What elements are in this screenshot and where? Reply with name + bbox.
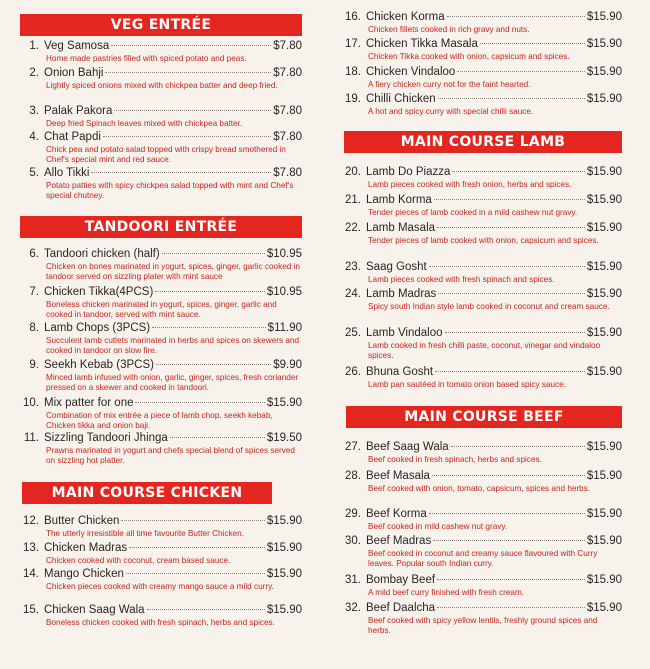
item-name: Lamb Vindaloo bbox=[366, 327, 443, 339]
item-number: 8. bbox=[29, 322, 39, 334]
item-name: Mango Chicken bbox=[44, 568, 124, 580]
menu-item bbox=[20, 515, 302, 539]
item-number: 13. bbox=[23, 542, 39, 554]
item-name: Lamb Madras bbox=[366, 288, 437, 300]
item-number: 4. bbox=[29, 131, 39, 143]
item-price: $15.90 bbox=[586, 93, 622, 105]
menu-item bbox=[342, 366, 622, 390]
item-name: Lamb Masala bbox=[366, 222, 436, 234]
item-price: $15.90 bbox=[266, 604, 302, 616]
menu-item bbox=[342, 327, 622, 361]
menu-item bbox=[342, 194, 622, 218]
menu-item bbox=[342, 508, 622, 532]
item-description: Beef cooked with spicy yellow lentils, freshly ground spices and herbs. bbox=[368, 616, 598, 635]
item-name: Palak Pakora bbox=[44, 105, 113, 117]
item-name: Tandoori chicken (half) bbox=[44, 248, 160, 260]
dot-leader bbox=[152, 327, 266, 328]
item-description: Spicy south Indian style lamb cooked in coconut and cream sauce. bbox=[368, 302, 610, 311]
item-number: 17. bbox=[345, 38, 361, 50]
section-banner-main-course-beef bbox=[346, 406, 622, 428]
menu-item bbox=[342, 261, 622, 285]
dot-leader bbox=[437, 607, 585, 608]
dot-leader bbox=[437, 227, 585, 228]
menu-item bbox=[20, 604, 302, 628]
item-number: 28. bbox=[345, 470, 361, 482]
item-name: Allo Tikki bbox=[44, 167, 90, 179]
item-number: 6. bbox=[29, 248, 39, 260]
dot-leader bbox=[135, 402, 264, 403]
item-price: $7.80 bbox=[273, 67, 302, 79]
item-price: $19.50 bbox=[266, 432, 302, 444]
dot-leader bbox=[452, 171, 584, 172]
item-price: $15.90 bbox=[586, 261, 622, 273]
item-price: $10.95 bbox=[266, 248, 302, 260]
item-number: 7. bbox=[29, 286, 39, 298]
item-number: 14. bbox=[23, 568, 39, 580]
dot-leader bbox=[438, 293, 585, 294]
item-price: $15.90 bbox=[586, 327, 622, 339]
item-number: 23. bbox=[345, 261, 361, 273]
item-name: Onion Bahji bbox=[44, 67, 104, 79]
menu-item bbox=[20, 167, 302, 201]
item-description: Deep fried Spinach leaves mixed with chickpea batter. bbox=[46, 119, 243, 128]
item-price: $15.90 bbox=[586, 602, 622, 614]
item-price: $7.80 bbox=[273, 105, 302, 117]
item-description: Boneless chicken marinated in yogurt, spices, ginger, garlic and cooked in tandoor, served with mint sauce. bbox=[46, 300, 277, 319]
dot-leader bbox=[480, 43, 585, 44]
item-number: 26. bbox=[345, 366, 361, 378]
item-name: Bombay Beef bbox=[366, 574, 436, 586]
dot-leader bbox=[126, 573, 265, 574]
item-description: Chicken fillets cooked in rich gravy and nuts. bbox=[368, 25, 530, 34]
dot-leader bbox=[429, 266, 585, 267]
item-name: Chicken Madras bbox=[44, 542, 128, 554]
item-name: Veg Samosa bbox=[44, 40, 110, 52]
section-banner-main-course-chicken bbox=[22, 482, 272, 504]
item-price: $15.90 bbox=[586, 11, 622, 23]
menu-item bbox=[20, 432, 302, 466]
item-description: Prawns marinated in yogurt and chefs special blend of spices served on sizzling hot platter. bbox=[46, 446, 295, 465]
item-description: Minced lamb infused with onion, garlic, ginger, spices, fresh coriander pressed on a skewer and cooked in tandoori. bbox=[46, 373, 299, 392]
item-number: 29. bbox=[345, 508, 361, 520]
item-description: Chicken pieces cooked with creamy mango sauce a mild curry. bbox=[46, 582, 274, 591]
item-name: Beef Madras bbox=[366, 535, 432, 547]
menu-item bbox=[20, 67, 302, 91]
item-description: Potato patties with spicy chickpea salad topped with mint and Chef's special chutney. bbox=[46, 181, 294, 200]
item-price: $15.90 bbox=[266, 515, 302, 527]
dot-leader bbox=[170, 437, 265, 438]
section-banner-main-course-lamb bbox=[344, 131, 622, 153]
item-number: 1. bbox=[29, 40, 39, 52]
item-number: 22. bbox=[345, 222, 361, 234]
dot-leader bbox=[432, 475, 585, 476]
item-description: A fiery chicken curry not for the faint hearted. bbox=[368, 80, 531, 89]
item-price: $15.90 bbox=[586, 222, 622, 234]
dot-leader bbox=[445, 332, 585, 333]
menu-item bbox=[20, 105, 302, 129]
item-number: 24. bbox=[345, 288, 361, 300]
item-name: Saag Gosht bbox=[366, 261, 427, 273]
dot-leader bbox=[155, 291, 265, 292]
dot-leader bbox=[434, 199, 585, 200]
section-banner-veg-entree bbox=[20, 14, 302, 36]
dot-leader bbox=[429, 513, 585, 514]
item-name: Beef Daalcha bbox=[366, 602, 436, 614]
dot-leader bbox=[162, 253, 265, 254]
dot-leader bbox=[105, 72, 271, 73]
menu-item bbox=[20, 322, 302, 356]
item-description: Tender pieces of lamb cooked with onion, capsicum and spices. bbox=[368, 236, 599, 245]
section-banner-tandoori-entree bbox=[20, 216, 302, 238]
item-description: Tender pieces of lamb cooked in a mild cashew nut gravy. bbox=[368, 208, 578, 217]
item-description: Chicken Tikka cooked with onion, capsicum and spices. bbox=[368, 52, 570, 61]
menu-item bbox=[342, 11, 622, 35]
item-price: $15.90 bbox=[586, 441, 622, 453]
item-price: $15.90 bbox=[586, 288, 622, 300]
dot-leader bbox=[451, 446, 585, 447]
item-number: 11. bbox=[23, 432, 39, 444]
item-description: Lightly spiced onions mixed with chickpea batter and deep fried. bbox=[46, 81, 278, 90]
item-price: $15.90 bbox=[586, 574, 622, 586]
section-title: MAIN COURSE BEEF bbox=[404, 409, 564, 425]
item-description: Boneless chicken cooked with fresh spinach, herbs and spices. bbox=[46, 618, 275, 627]
item-number: 21. bbox=[345, 194, 361, 206]
menu-item bbox=[342, 470, 622, 494]
item-name: Chicken Tikka(4PCS) bbox=[44, 286, 154, 298]
dot-leader bbox=[114, 110, 271, 111]
menu-item bbox=[20, 248, 302, 282]
menu-item bbox=[20, 359, 302, 393]
dot-leader bbox=[438, 98, 585, 99]
dot-leader bbox=[103, 136, 271, 137]
item-number: 31. bbox=[345, 574, 361, 586]
section-title: VEG ENTRÉE bbox=[110, 17, 212, 33]
item-number: 16. bbox=[345, 11, 361, 23]
item-price: $15.90 bbox=[586, 166, 622, 178]
menu-item bbox=[342, 222, 622, 246]
item-price: $9.90 bbox=[273, 359, 302, 371]
item-name: Beef Saag Wala bbox=[366, 441, 449, 453]
item-name: Sizzling Tandoori Jhinga bbox=[44, 432, 168, 444]
item-price: $15.90 bbox=[586, 194, 622, 206]
menu-item bbox=[20, 542, 302, 566]
dot-leader bbox=[435, 371, 585, 372]
item-number: 20. bbox=[345, 166, 361, 178]
item-number: 3. bbox=[29, 105, 39, 117]
item-price: $15.90 bbox=[586, 508, 622, 520]
item-price: $11.90 bbox=[267, 322, 302, 334]
dot-leader bbox=[121, 520, 264, 521]
section-title: TANDOORI ENTRÉE bbox=[84, 219, 238, 235]
item-number: 10. bbox=[23, 397, 39, 409]
item-price: $7.80 bbox=[273, 167, 302, 179]
item-description: Lamb cooked in fresh chilli paste, coconut, vinegar and vindaloo spices. bbox=[368, 341, 601, 360]
dot-leader bbox=[433, 540, 585, 541]
item-description: Chicken on bones marinated in yogurt, spices, ginger, garlic cooked in tandoor served on sizzling plater with mint sauce bbox=[46, 262, 300, 281]
item-price: $15.90 bbox=[266, 542, 302, 554]
section-title: MAIN COURSE CHICKEN bbox=[51, 485, 243, 501]
item-name: Butter Chicken bbox=[44, 515, 120, 527]
item-number: 15. bbox=[23, 604, 39, 616]
item-number: 9. bbox=[29, 359, 39, 371]
item-number: 12. bbox=[23, 515, 39, 527]
item-price: $15.90 bbox=[586, 366, 622, 378]
item-number: 25. bbox=[345, 327, 361, 339]
item-description: A mild beef curry finished with fresh cream. bbox=[368, 588, 525, 597]
item-name: Seekh Kebab (3PCS) bbox=[44, 359, 154, 371]
dot-leader bbox=[437, 579, 585, 580]
item-name: Beef Masala bbox=[366, 470, 430, 482]
item-price: $15.90 bbox=[586, 535, 622, 547]
menu-item bbox=[20, 397, 302, 431]
item-number: 30. bbox=[345, 535, 361, 547]
item-description: Chick pea and potato salad topped with crispy bread smothered in Chef's special mint and red sauce. bbox=[46, 145, 286, 164]
item-name: Chicken Korma bbox=[366, 11, 445, 23]
item-name: Lamb Chops (3PCS) bbox=[44, 322, 151, 334]
menu-item bbox=[342, 38, 622, 62]
menu-item bbox=[20, 131, 302, 165]
item-price: $7.80 bbox=[273, 131, 302, 143]
item-name: Lamb Do Piazza bbox=[366, 166, 451, 178]
item-number: 18. bbox=[345, 66, 361, 78]
menu-item bbox=[342, 288, 622, 312]
dot-leader bbox=[457, 71, 585, 72]
item-description: Home made pastries filled with spiced potato and peas. bbox=[46, 54, 247, 63]
dot-leader bbox=[147, 609, 265, 610]
item-name: Chat Papdi bbox=[44, 131, 101, 143]
item-name: Beef Korma bbox=[366, 508, 427, 520]
dot-leader bbox=[156, 364, 271, 365]
item-price: $15.90 bbox=[266, 568, 302, 580]
item-description: Lamb pan sautéed in tomato onion based spicy sauce. bbox=[368, 380, 566, 389]
item-price: $15.90 bbox=[266, 397, 302, 409]
item-description: Lamb pieces cooked with fresh onion, herbs and spices. bbox=[368, 180, 572, 189]
item-name: Bhuna Gosht bbox=[366, 366, 434, 378]
item-name: Chicken Vindaloo bbox=[366, 66, 456, 78]
item-number: 27. bbox=[345, 441, 361, 453]
dot-leader bbox=[91, 172, 271, 173]
item-number: 19. bbox=[345, 93, 361, 105]
item-number: 2. bbox=[29, 67, 39, 79]
item-price: $7.80 bbox=[273, 40, 302, 52]
item-name: Lamb Korma bbox=[366, 194, 432, 206]
item-description: Succulent lamb cutlets marinated in herbs and spices on skewers and cooked in tandoor on slow fire. bbox=[46, 336, 300, 355]
item-name: Mix patter for one bbox=[44, 397, 134, 409]
item-description: Beef cooked in fresh spinach, herbs and spices. bbox=[368, 455, 542, 464]
item-name: Chicken Saag Wala bbox=[44, 604, 145, 616]
item-number: 5. bbox=[29, 167, 39, 179]
item-name: Chicken Tikka Masala bbox=[366, 38, 478, 50]
dot-leader bbox=[129, 547, 265, 548]
menu-item bbox=[342, 535, 622, 569]
menu-item bbox=[342, 66, 622, 90]
item-description: Beef cooked in mild cashew nut gravy. bbox=[368, 522, 508, 531]
item-price: $10.95 bbox=[266, 286, 302, 298]
menu-item bbox=[20, 286, 302, 320]
menu-item bbox=[342, 93, 622, 117]
item-description: Beef cooked in coconut and creamy sauce flavoured with Curry leaves. Popular south Indian curry. bbox=[368, 549, 598, 568]
item-description: A hot and spicy curry with special chilli sauce. bbox=[368, 107, 534, 116]
item-description: Beef cooked with onion, tomato, capsicum, spices and herbs. bbox=[368, 484, 591, 493]
menu-item bbox=[342, 602, 622, 636]
item-price: $15.90 bbox=[586, 38, 622, 50]
item-description: Combination of mix entrée a piece of lamb chop, seekh kebab, Chicken tikka and onion baji. bbox=[46, 411, 273, 430]
item-description: Chicken cooked with coconut, cream based sauce. bbox=[46, 556, 231, 565]
menu-item bbox=[342, 166, 622, 190]
item-description: Lamb pieces cooked with fresh spinach and spices. bbox=[368, 275, 555, 284]
menu-item bbox=[342, 574, 622, 598]
item-name: Chilli Chicken bbox=[366, 93, 436, 105]
item-price: $15.90 bbox=[586, 66, 622, 78]
item-price: $15.90 bbox=[586, 470, 622, 482]
item-description: The utterly irresistible all time favourite Butter Chicken. bbox=[46, 529, 244, 538]
section-title: MAIN COURSE LAMB bbox=[400, 134, 566, 150]
dot-leader bbox=[111, 45, 271, 46]
dot-leader bbox=[447, 16, 585, 17]
menu-item bbox=[20, 568, 302, 592]
item-number: 32. bbox=[345, 602, 361, 614]
menu-item bbox=[20, 40, 302, 64]
menu-item bbox=[342, 441, 622, 465]
